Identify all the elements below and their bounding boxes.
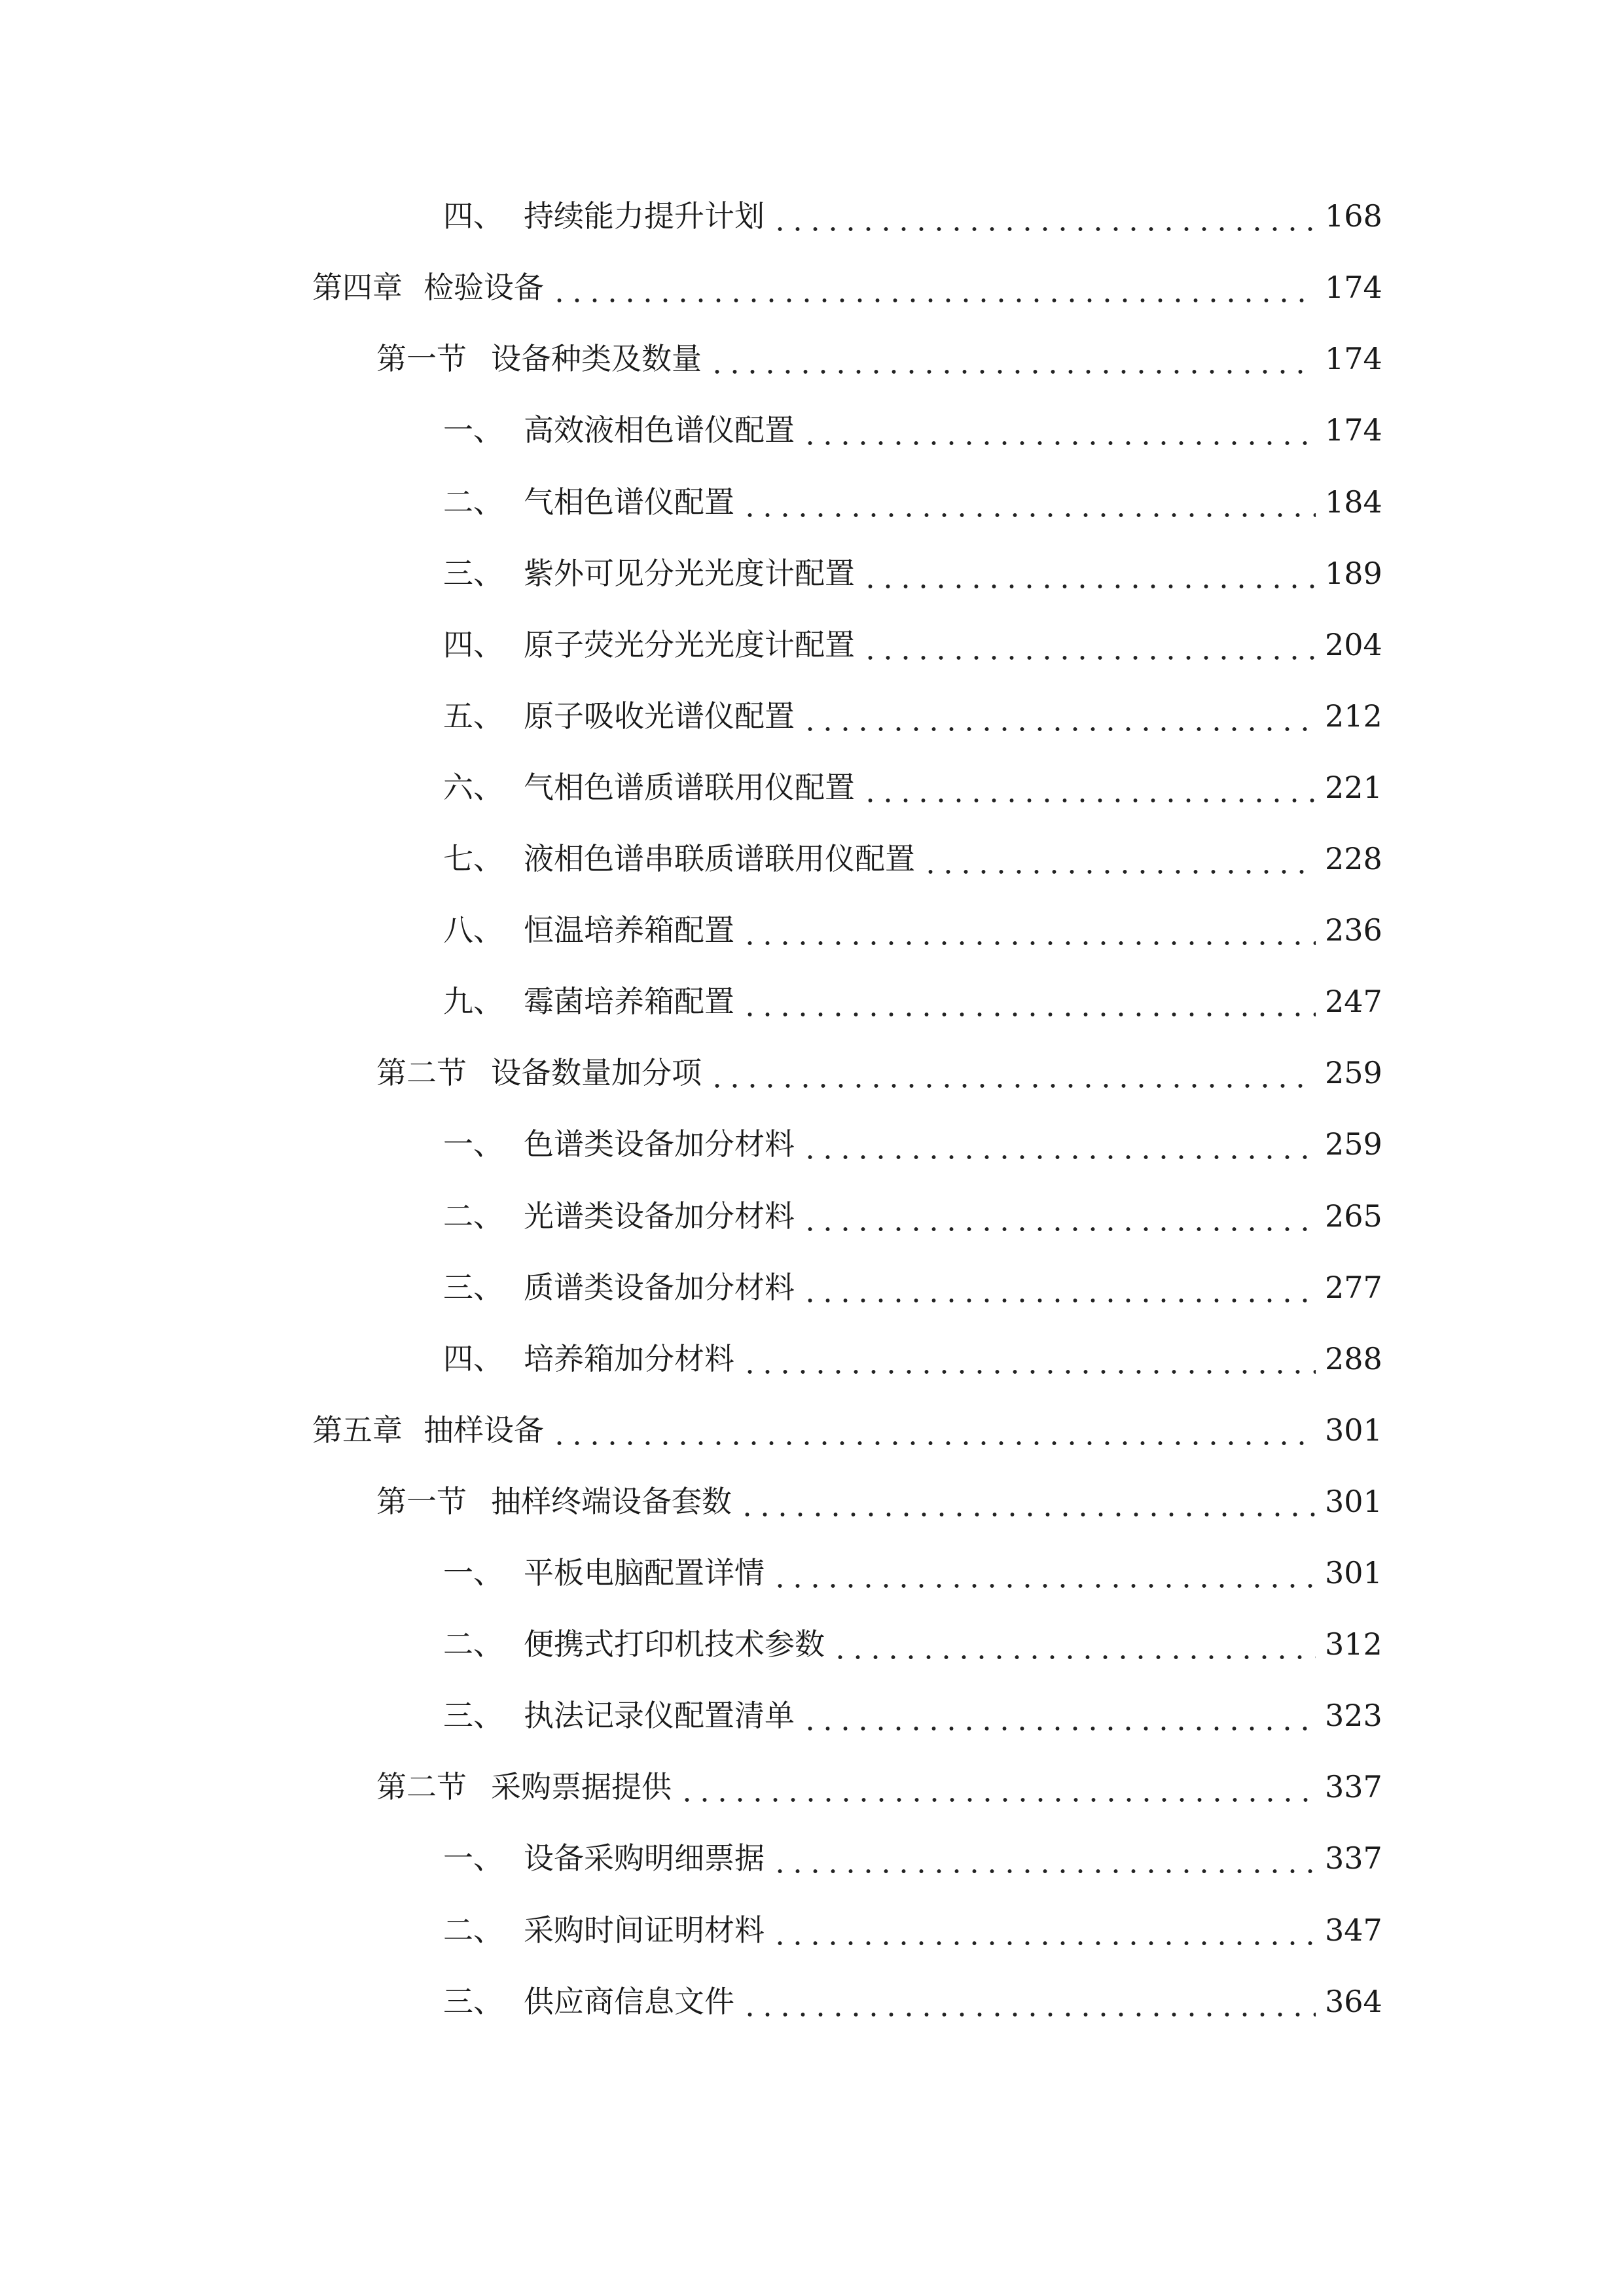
toc-entry-number: 第一节 — [376, 341, 467, 376]
toc-entry[interactable] — [443, 690, 1382, 742]
toc-entry[interactable] — [443, 619, 1382, 671]
toc-entry-page: 301 — [1325, 1484, 1382, 1519]
toc-entry[interactable] — [443, 547, 1382, 600]
toc-entry-number: 四、 — [443, 198, 503, 234]
toc-entry-title: 原子吸收光谱仪配置 — [524, 698, 795, 734]
dot-leader — [738, 1475, 1316, 1528]
toc-entry-number: 二、 — [443, 1626, 503, 1662]
toc-entry-number: 三、 — [443, 1984, 503, 2019]
toc-entry-title: 执法记录仪配置清单 — [524, 1698, 795, 1733]
toc-entry-number: 三、 — [443, 556, 503, 591]
toc-entry[interactable] — [443, 904, 1382, 956]
toc-entry-title: 供应商信息文件 — [524, 1984, 734, 2019]
dot-leader — [801, 404, 1316, 456]
toc-entry-page: 301 — [1325, 1555, 1382, 1590]
toc-entry-number: 一、 — [443, 1126, 503, 1162]
toc-entry[interactable] — [443, 761, 1382, 814]
toc-entry-number: 第四章 — [312, 270, 403, 305]
toc-entry-number: 第五章 — [312, 1412, 403, 1448]
toc-entry-number: 二、 — [443, 1198, 503, 1234]
toc-entry-title: 抽样终端设备套数 — [491, 1484, 732, 1519]
dot-leader — [550, 1404, 1316, 1456]
toc-entry-title: 采购票据提供 — [491, 1769, 672, 1804]
dot-leader — [831, 1618, 1316, 1670]
toc-entry-title: 霉菌培养箱配置 — [524, 984, 734, 1019]
toc-entry-number: 九、 — [443, 984, 503, 1019]
dot-leader — [801, 1118, 1316, 1170]
dot-leader — [708, 1047, 1316, 1099]
toc-entry[interactable] — [443, 1118, 1382, 1170]
dot-leader — [801, 1261, 1316, 1314]
toc-entry-page: 174 — [1325, 270, 1382, 305]
toc-entry-number: 六、 — [443, 770, 503, 805]
dot-leader — [708, 332, 1316, 385]
dot-leader — [861, 761, 1316, 814]
toc-entry-title: 设备数量加分项 — [491, 1055, 702, 1090]
toc-entry[interactable] — [443, 1333, 1382, 1385]
toc-entry-title: 检验设备 — [424, 270, 544, 305]
toc-entry-number: 一、 — [443, 412, 503, 448]
dot-leader — [771, 1832, 1316, 1884]
toc-entry-page: 228 — [1325, 841, 1382, 876]
toc-entry[interactable] — [376, 1047, 1382, 1099]
toc-entry-title: 恒温培养箱配置 — [524, 912, 734, 948]
toc-entry-title: 平板电脑配置详情 — [524, 1555, 765, 1590]
toc-entry-page: 247 — [1325, 984, 1382, 1019]
toc-entry[interactable] — [443, 833, 1382, 885]
toc-entry-title: 气相色谱质谱联用仪配置 — [524, 770, 855, 805]
toc-entry-title: 高效液相色谱仪配置 — [524, 412, 795, 448]
toc-entry-number: 一、 — [443, 1555, 503, 1590]
toc-entry-number: 三、 — [443, 1270, 503, 1305]
dot-leader — [801, 690, 1316, 742]
toc-entry[interactable] — [376, 1475, 1382, 1528]
toc-entry-page: 347 — [1325, 1912, 1382, 1948]
toc-entry[interactable] — [443, 1190, 1382, 1242]
dot-leader — [922, 833, 1316, 885]
toc-entry[interactable] — [443, 1261, 1382, 1314]
dot-leader — [741, 975, 1316, 1028]
toc-entry-page: 337 — [1325, 1840, 1382, 1876]
dot-leader — [741, 904, 1316, 956]
toc-entry-page: 204 — [1325, 627, 1382, 662]
toc-entry-page: 236 — [1325, 912, 1382, 948]
dot-leader — [741, 1333, 1316, 1385]
toc-entry-page: 337 — [1325, 1769, 1382, 1804]
toc-entry[interactable] — [443, 1689, 1382, 1742]
toc-entry-title: 质谱类设备加分材料 — [524, 1270, 795, 1305]
toc-entry-title: 设备采购明细票据 — [524, 1840, 765, 1876]
dot-leader — [861, 619, 1316, 671]
toc-entry[interactable] — [376, 332, 1382, 385]
toc-entry-page: 174 — [1325, 412, 1382, 448]
toc-entry-number: 八、 — [443, 912, 503, 948]
toc-entry[interactable] — [443, 1832, 1382, 1884]
toc-entry[interactable] — [443, 1618, 1382, 1670]
toc-entry-page: 259 — [1325, 1126, 1382, 1162]
dot-leader — [771, 1904, 1316, 1956]
dot-leader — [550, 261, 1316, 314]
toc-entry-page: 288 — [1325, 1341, 1382, 1376]
toc-entry-page: 259 — [1325, 1055, 1382, 1090]
toc-entry-page: 301 — [1325, 1412, 1382, 1448]
toc-entry[interactable] — [443, 1975, 1382, 2028]
toc-entry[interactable] — [376, 1761, 1382, 1813]
toc-entry-page: 364 — [1325, 1984, 1382, 2019]
toc-entry-number: 四、 — [443, 627, 503, 662]
toc-entry-title: 抽样设备 — [424, 1412, 544, 1448]
toc-entry-number: 一、 — [443, 1840, 503, 1876]
toc-entry[interactable] — [443, 404, 1382, 456]
toc-entry-title: 培养箱加分材料 — [524, 1341, 734, 1376]
toc-entry-number: 第一节 — [376, 1484, 467, 1519]
dot-leader — [678, 1761, 1316, 1813]
toc-entry-title: 设备种类及数量 — [491, 341, 702, 376]
toc-entry-page: 184 — [1325, 484, 1382, 520]
dot-leader — [741, 476, 1316, 528]
toc-entry[interactable] — [443, 476, 1382, 528]
toc-entry[interactable] — [443, 1904, 1382, 1956]
toc-entry[interactable] — [312, 1404, 1382, 1456]
toc-entry-title: 光谱类设备加分材料 — [524, 1198, 795, 1234]
toc-entry[interactable] — [443, 190, 1382, 242]
dot-leader — [801, 1190, 1316, 1242]
toc-entry-number: 二、 — [443, 1912, 503, 1948]
toc-entry-page: 265 — [1325, 1198, 1382, 1234]
toc-entry-number: 第二节 — [376, 1055, 467, 1090]
toc-entry-page: 312 — [1325, 1626, 1382, 1662]
toc-entry-page: 212 — [1325, 698, 1382, 734]
toc-entry-page: 168 — [1325, 198, 1382, 234]
toc-entry[interactable] — [443, 975, 1382, 1028]
toc-entry-number: 第二节 — [376, 1769, 467, 1804]
toc-entry-title: 原子荧光分光光度计配置 — [524, 627, 855, 662]
toc-entry-title: 紫外可见分光光度计配置 — [524, 556, 855, 591]
toc-entry-page: 221 — [1325, 770, 1382, 805]
toc-entry-title: 液相色谱串联质谱联用仪配置 — [524, 841, 915, 876]
toc-entry[interactable] — [312, 261, 1382, 314]
toc-entry-number: 七、 — [443, 841, 503, 876]
dot-leader — [771, 190, 1316, 242]
toc-entry-page: 323 — [1325, 1698, 1382, 1733]
toc-entry-page: 174 — [1325, 341, 1382, 376]
toc-entry-title: 便携式打印机技术参数 — [524, 1626, 825, 1662]
toc-entry-title: 采购时间证明材料 — [524, 1912, 765, 1948]
dot-leader — [801, 1689, 1316, 1742]
dot-leader — [861, 547, 1316, 600]
toc-entry-number: 五、 — [443, 698, 503, 734]
toc-entry-page: 189 — [1325, 556, 1382, 591]
toc-entry-number: 四、 — [443, 1341, 503, 1376]
toc-entry-title: 气相色谱仪配置 — [524, 484, 734, 520]
dot-leader — [771, 1547, 1316, 1599]
toc-entry-number: 二、 — [443, 484, 503, 520]
toc-entry-number: 三、 — [443, 1698, 503, 1733]
toc-entry-page: 277 — [1325, 1270, 1382, 1305]
toc-entry-title: 色谱类设备加分材料 — [524, 1126, 795, 1162]
dot-leader — [741, 1975, 1316, 2028]
toc-entry-title: 持续能力提升计划 — [524, 198, 765, 234]
toc-entry[interactable] — [443, 1547, 1382, 1599]
